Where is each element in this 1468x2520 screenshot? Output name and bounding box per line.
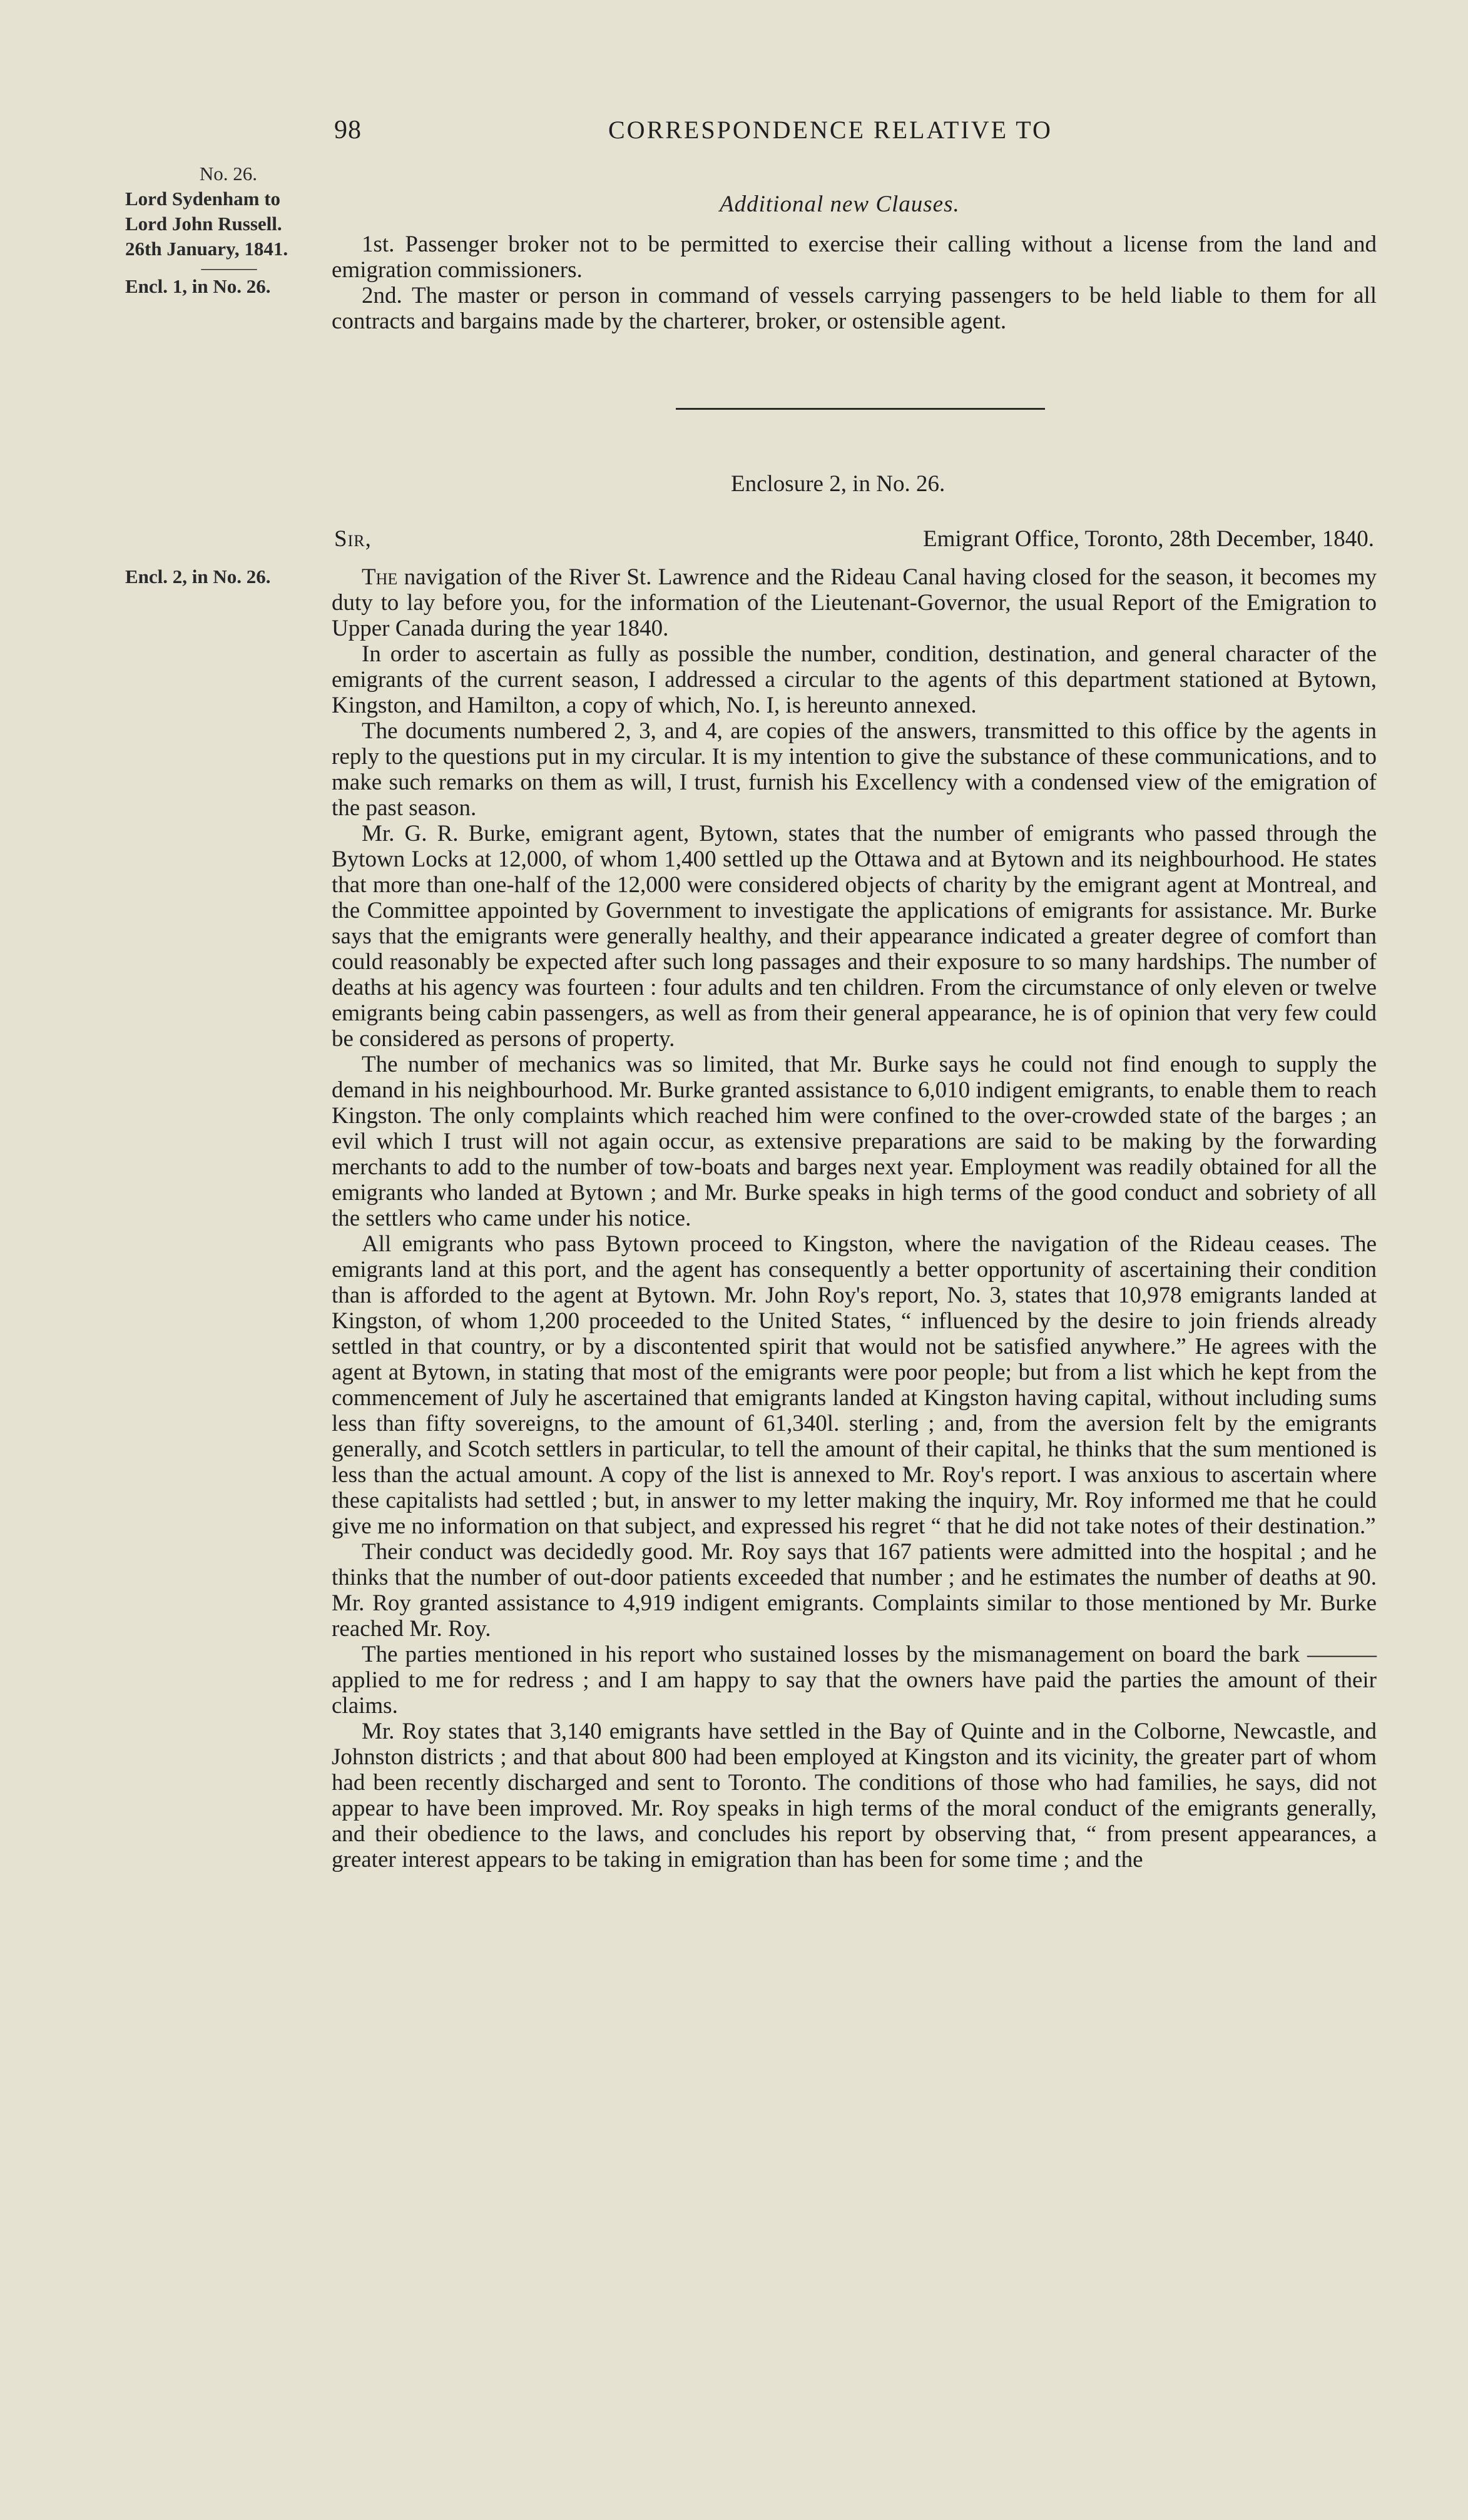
margin-note-dispatch (125, 161, 332, 299)
paragraph-text: navigation of the River St. Lawrence and the Rideau Canal having closed for the season, it becomes my duty to lay before you, for the information of the Lieutenant-Governor, the usual Report of the Emigration to Upper Canada during the year 1840. (332, 564, 1377, 641)
margin-note-encl2: Encl. 2, in No. 26. (125, 566, 271, 587)
letter-paragraph-6: All emigrants who pass Bytown proceed to Kingston, where the navigation of the Rideau ceases. The emigrants land at this port, and the agent has consequently a better opportunity of ascertaining their condition than is afforded to the agent at Bytown. Mr. John Roy's report, No. 3, states that 10,978 emigrants landed at Kingston, of whom 1,200 proceeded to the United States, “ influenced by the desire to join friends already settled in that country, or by a discontented spirit that would not be satisfied anywhere.” He agrees with the agent at Bytown, in stating that most of the emigrants were poor people; but from a list which he kept from the commencement of July he ascertained that emigrants landed at Kingston having capital, without including sums less than fifty sovereigns, to the amount of 61,340l. sterling ; and, from the aversion felt by the emigrants generally, and Scotch settlers in particular, to tell the amount of their capital, he thinks that the sum mentioned is less than the actual amount. A copy of the list is annexed to Mr. Roy's report. I was anxious to ascertain where these capitalists had settled ; but, in answer to my letter making the inquiry, Mr. Roy informed me that he could give me no information on that subject, and expressed his regret “ that he did not take notes of their destination.” (332, 1231, 1377, 1539)
running-title: CORRESPONDENCE RELATIVE TO (608, 116, 1053, 144)
lead-word: The (362, 564, 398, 590)
margin-note-from: Lord Sydenham to (125, 188, 281, 210)
margin-note-to: Lord John Russell. (125, 213, 282, 235)
clauses-heading: Additional new Clauses. (720, 191, 960, 217)
letter-paragraph-4: Mr. G. R. Burke, emigrant agent, Bytown, states that the number of emigrants who passed through the Bytown Locks at 12,000, of whom 1,400 settled up the Ottawa and at Bytown and its neighbourhood. He states that more than one-half of the 12,000 were considered objects of charity by the emigrant agent at Montreal, and the Committee appointed by Government to investigate the applications of emigrants for assistance. Mr. Burke says that the emigrants were generally healthy, and their appearance indicated a greater degree of comfort than could reasonably be expected after such long passages and their exposure to so many hardships. The number of deaths at his agency was fourteen : four adults and ten children. From the circumstance of only eleven or twelve emigrants being cabin passengers, as well as from their general appearance, he is of opinion that very few could be considered as persons of property. (332, 821, 1377, 1052)
margin-note-date: 26th January, 1841. (125, 238, 288, 260)
margin-note-number: No. 26. (199, 163, 258, 185)
letter-paragraph-9: Mr. Roy states that 3,140 emigrants have settled in the Bay of Quinte and in the Colborne, Newcastle, and Johnston districts ; and that about 800 had been employed at Kingston and its vicinity, the greater part of whom had been recently discharged and sent to Toronto. The conditions of those who had families, he says, did not appear to have been improved. Mr. Roy speaks in high terms of the moral conduct of the emigrants generally, and their obedience to the laws, and concludes his report by observing that, “ from present appearances, a greater interest appears to be taking in emigration than has been for some time ; and the (332, 1719, 1377, 1872)
section-divider (676, 408, 1045, 410)
page-number: 98 (334, 116, 362, 145)
letter-paragraph-2: In order to ascertain as fully as possible the number, condition, destination, and general character of the emigrants of the current season, I addressed a circular to the agents of this department stationed at Bytown, Kingston, and Hamilton, a copy of which, No. I, is hereunto annexed. (332, 641, 1377, 718)
clauses-text (332, 231, 1377, 334)
letter-place-date: Emigrant Office, Toronto, 28th December, 1840. (922, 526, 1374, 552)
letter-paragraph-7: Their conduct was decidedly good. Mr. Roy says that 167 patients were admitted into the hospital ; and he thinks that the number of out-door patients exceeded that number ; and he estimates the number of deaths at 90. Mr. Roy granted assistance to 4,919 indigent emigrants. Complaints similar to those mentioned by Mr. Burke reached Mr. Roy. (332, 1539, 1377, 1642)
margin-note-encl1: Encl. 1, in No. 26. (125, 275, 271, 297)
clause-first: 1st. Passenger broker not to be permitted to exercise their calling without a license from the land and emigration commissioners. (332, 231, 1377, 283)
letter-paragraph-5: The number of mechanics was so limited, that Mr. Burke says he could not find enough to supply the demand in his neighbourhood. Mr. Burke granted assistance to 6,010 indigent emigrants, to enable them to reach Kingston. The only complaints which reached him were confined to the over-crowded state of the barges ; an evil which I trust will not again occur, as extensive preparations are said to be making by the forwarding merchants to add to the number of tow-boats and barges next year. Employment was readily obtained for all the emigrants who landed at Bytown ; and Mr. Burke speaks in high terms of the good conduct and sobriety of all the settlers who came under his notice. (332, 1052, 1377, 1231)
margin-note-dash: ——— (201, 257, 256, 278)
page-header (0, 115, 1468, 153)
enclosure-heading: Enclosure 2, in No. 26. (731, 471, 946, 497)
letter-body (332, 564, 1377, 1872)
clause-second: 2nd. The master or person in command of vessels carrying passengers to be held liable to them for all contracts and bargains made by the charterer, broker, or ostensible agent. (332, 283, 1377, 334)
letter-paragraph-8: The parties mentioned in his report who sustained losses by the mismanagement on board the bark ——— applied to me for redress ; and I am happy to say that the owners have paid the parties the amount of their claims. (332, 1642, 1377, 1719)
letter-paragraph-3: The documents numbered 2, 3, and 4, are copies of the answers, transmitted to this office by the agents in reply to the questions put in my circular. It is my intention to give the substance of these communications, and to make such remarks on them as will, I trust, furnish his Excellency with a condensed view of the emigration of the past season. (332, 718, 1377, 821)
salutation: Sir, (334, 526, 372, 552)
letter-paragraph-1 (332, 564, 1377, 641)
